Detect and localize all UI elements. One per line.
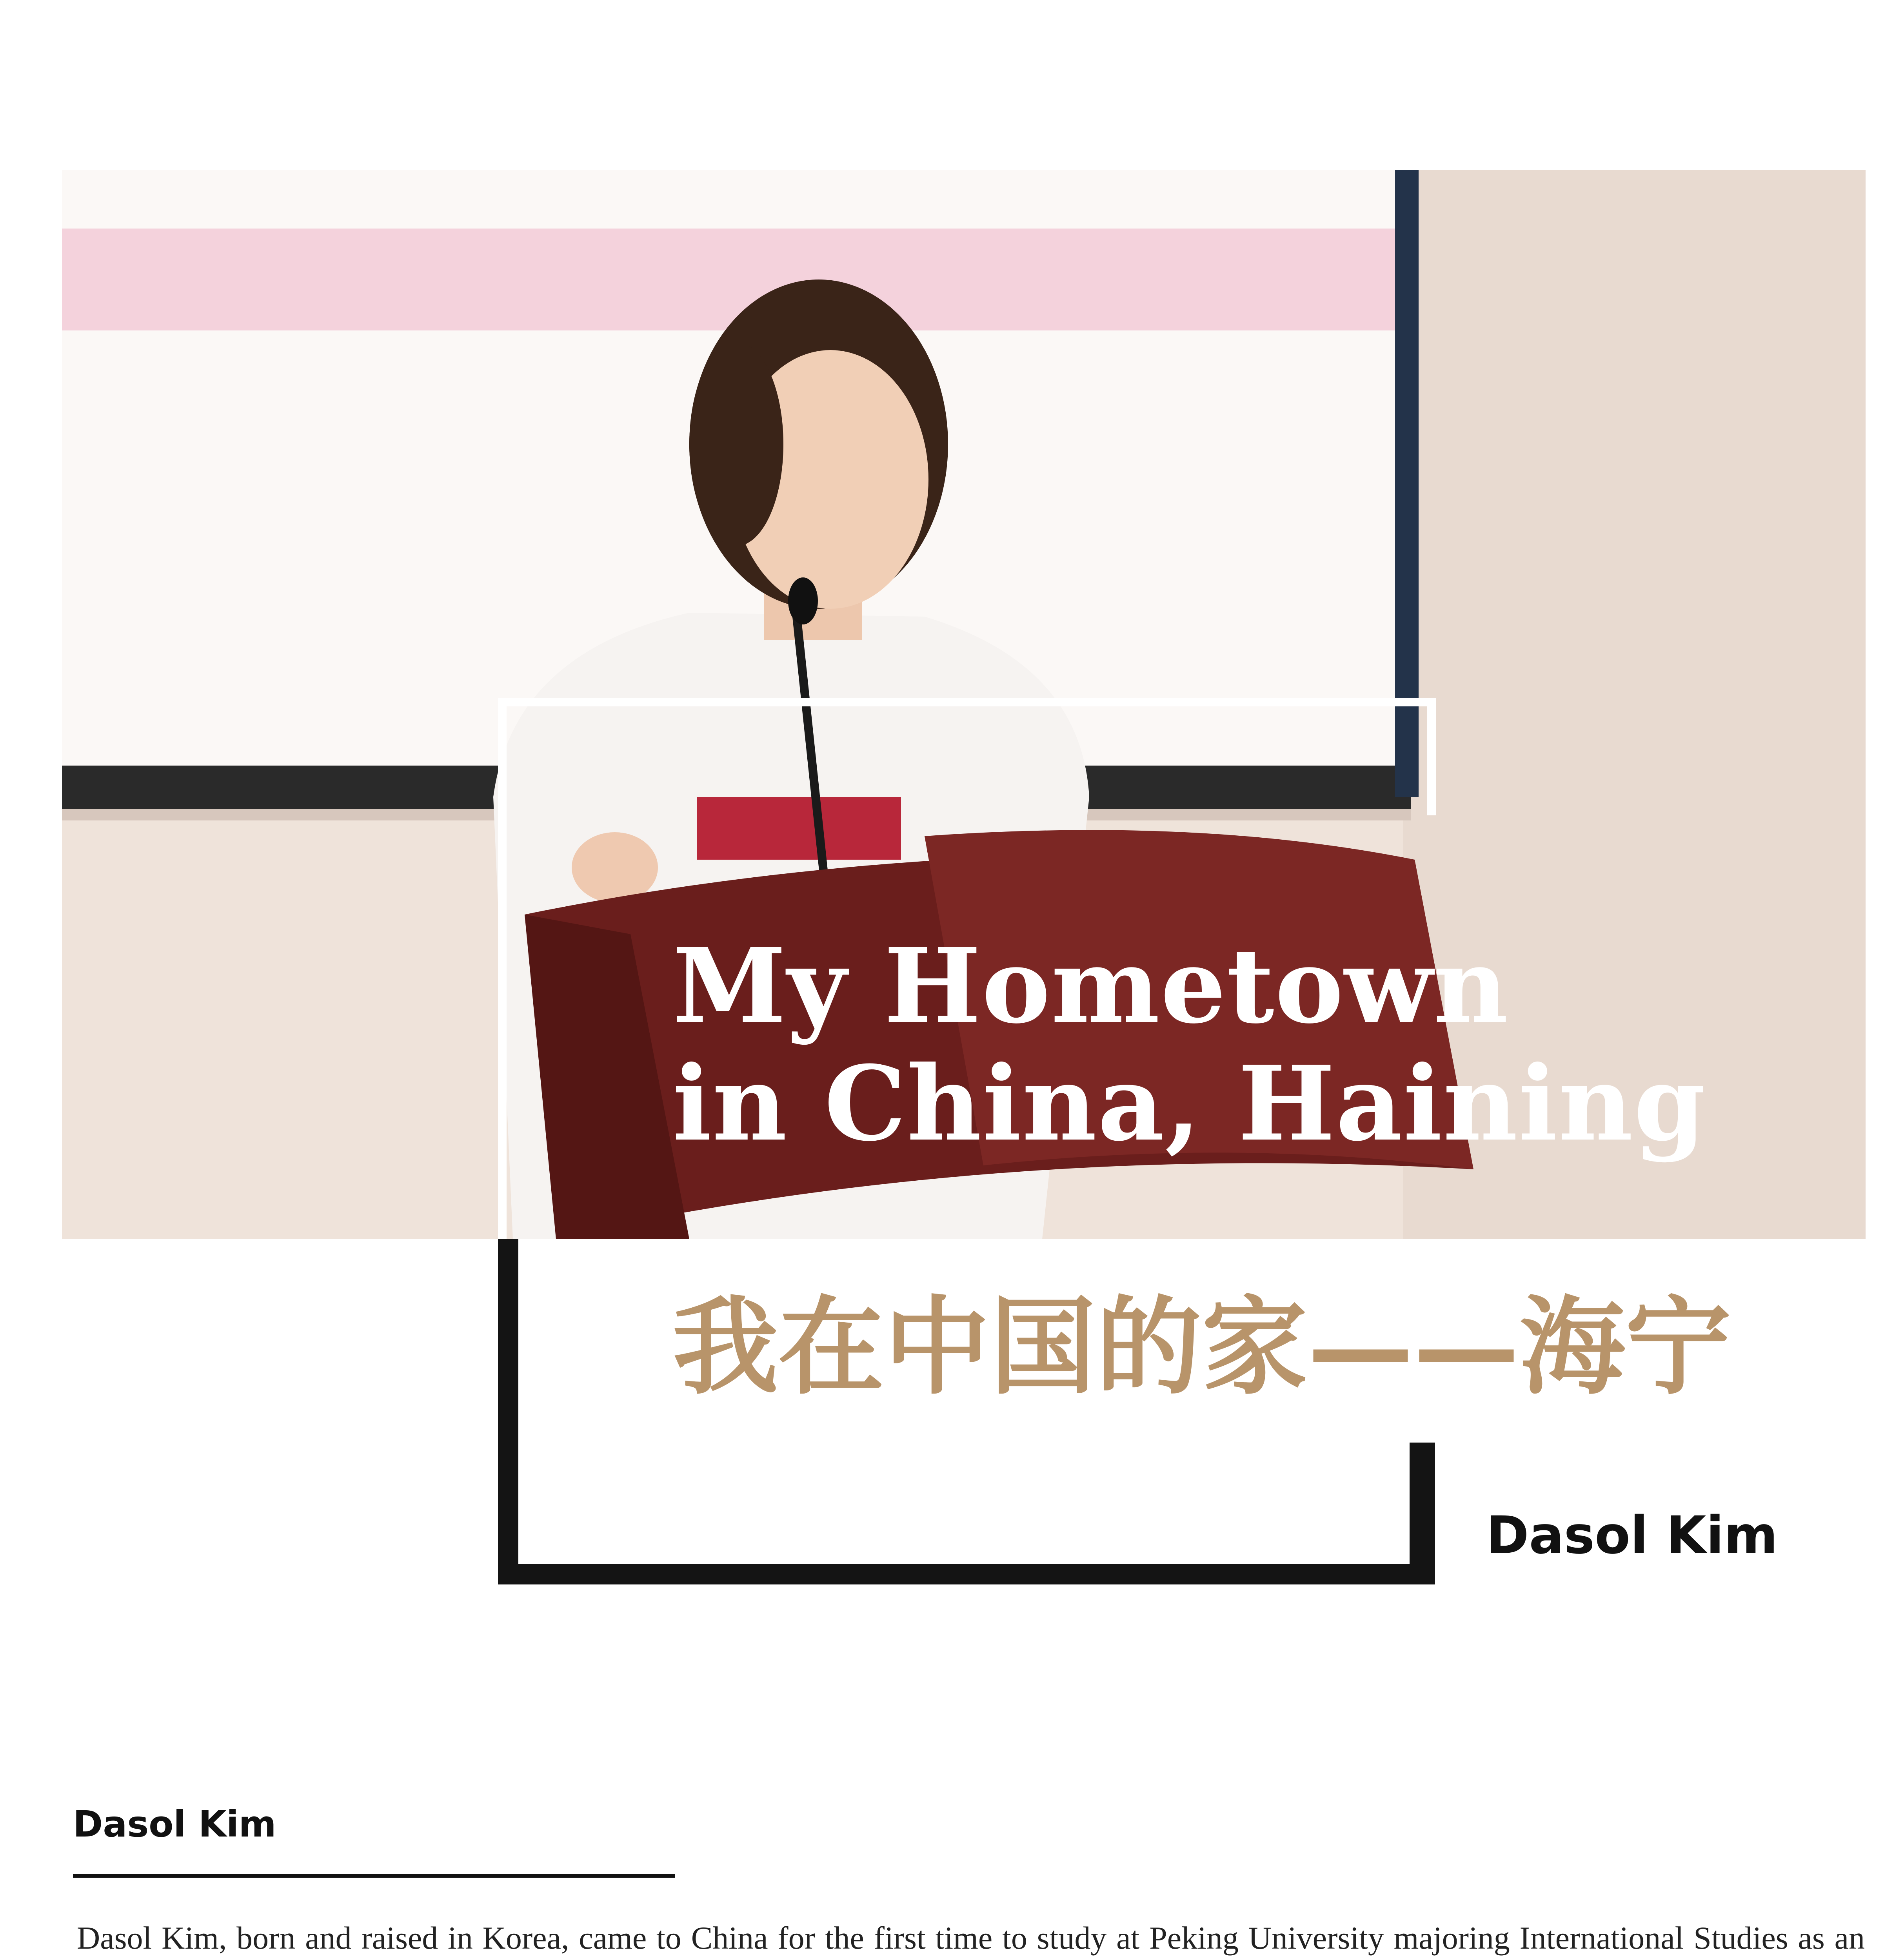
- bio-paragraph-english: Dasol Kim, born and raised in Korea, came to China for the first time to study at Peking University majoring International Studies as an: [77, 1920, 1865, 1956]
- frame-right-white-line: [1427, 698, 1436, 815]
- bio-divider: [73, 1874, 675, 1878]
- frame-top-white-line: [498, 698, 1435, 706]
- article-title-chinese: 我在中国的家——海宁: [672, 1284, 1731, 1409]
- bio-heading: Dasol Kim: [73, 1803, 276, 1845]
- article-title: [672, 927, 1706, 1162]
- article-title-line-1: My Hometown: [672, 926, 1509, 1046]
- frame-left-black-line: [498, 1239, 518, 1584]
- frame-left-white-line: [498, 698, 507, 1247]
- author-byline: Dasol Kim: [1486, 1505, 1778, 1566]
- frame-bottom-black-line: [498, 1564, 1435, 1584]
- article-title-line-2: in China, Haining: [672, 1043, 1706, 1164]
- frame-right-black-line: [1410, 1443, 1435, 1584]
